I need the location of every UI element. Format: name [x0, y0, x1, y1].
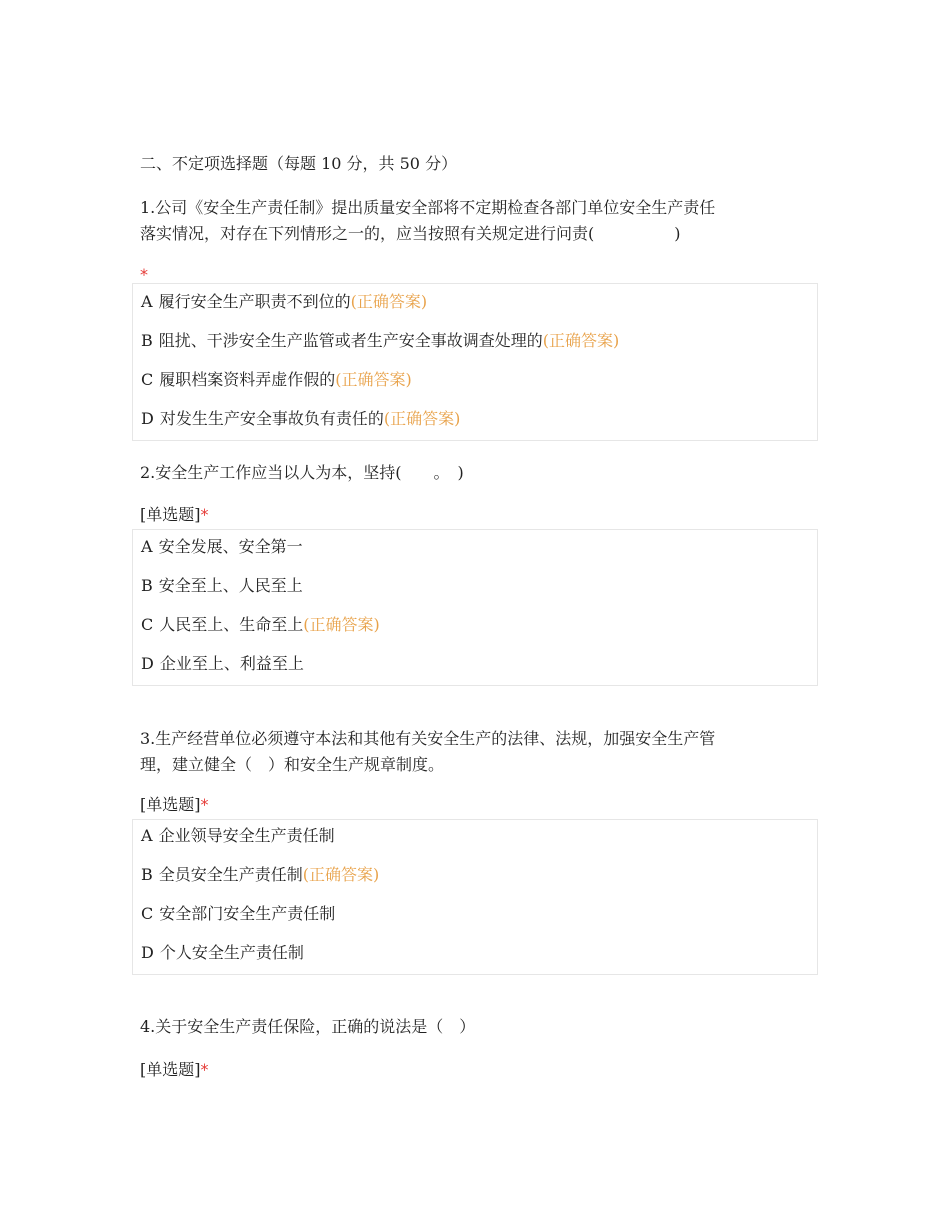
option-b[interactable] [141, 330, 619, 352]
question-type-label: [单选题] [140, 1060, 201, 1079]
option-text: 安全部门安全生产责任制 [159, 904, 336, 923]
option-b[interactable] [141, 575, 303, 597]
option-letter: B [141, 331, 153, 350]
option-letter: C [141, 904, 154, 923]
question-type-label: [单选题] [140, 505, 201, 524]
required-star-icon: * [200, 795, 209, 814]
option-letter: A [141, 826, 153, 845]
correct-answer-label: (正确答案) [542, 331, 620, 350]
option-a[interactable] [141, 291, 427, 313]
option-c[interactable] [141, 369, 412, 391]
question-stem-line: 1.公司《安全生产责任制》提出质量安全部将不定期检查各部门单位安全生产责任 [140, 198, 716, 217]
option-text: 人民至上、生命至上 [159, 615, 304, 634]
question-3-stem [140, 726, 820, 778]
required-star-icon: * [140, 265, 148, 284]
option-text: 个人安全生产责任制 [159, 943, 304, 962]
option-letter: A [141, 537, 153, 556]
question-4-stem [140, 1014, 820, 1040]
correct-answer-label: (正确答案) [303, 615, 380, 634]
correct-answer-label: (正确答案) [350, 292, 428, 311]
option-text: 安全至上、人民至上 [158, 576, 303, 595]
option-b[interactable] [141, 864, 379, 886]
option-c[interactable] [141, 903, 335, 925]
option-text: 企业至上、利益至上 [159, 654, 304, 673]
required-star-icon: * [200, 1060, 209, 1079]
question-stem-line: 2.安全生产工作应当以人为本，坚持( 。 ) [140, 463, 464, 482]
option-letter: B [141, 865, 153, 884]
question-2-options [132, 529, 818, 686]
question-1-stem [140, 195, 820, 247]
option-d[interactable] [141, 942, 304, 964]
option-letter: A [141, 292, 153, 311]
question-1-options [132, 283, 818, 441]
option-text: 企业领导安全生产责任制 [158, 826, 335, 845]
option-letter: B [141, 576, 153, 595]
question-3-type [140, 794, 209, 816]
correct-answer-label: (正确答案) [383, 409, 461, 428]
option-text: 履行安全生产职责不到位的 [158, 292, 351, 311]
question-2-stem [140, 460, 820, 486]
option-text: 安全发展、安全第一 [158, 537, 303, 556]
option-text: 对发生生产安全事故负有责任的 [159, 409, 384, 428]
question-4-type [140, 1059, 209, 1081]
question-stem-line: 3.生产经营单位必须遵守本法和其他有关安全生产的法律、法规，加强安全生产管 [140, 729, 716, 748]
correct-answer-label: (正确答案) [335, 370, 412, 389]
option-d[interactable] [141, 653, 304, 675]
option-a[interactable] [141, 825, 335, 847]
option-letter: C [141, 615, 154, 634]
option-letter: D [141, 409, 154, 428]
question-2-type [140, 504, 209, 526]
option-d[interactable] [141, 408, 460, 430]
option-a[interactable] [141, 536, 303, 558]
question-stem-line: 落实情况，对存在下列情形之一的，应当按照有关规定进行问责( ) [140, 224, 681, 243]
option-c[interactable] [141, 614, 380, 636]
option-text: 阻扰、干涉安全生产监管或者生产安全事故调查处理的 [158, 331, 543, 350]
question-stem-line: 4.关于安全生产责任保险，正确的说法是（ ） [140, 1017, 476, 1036]
option-text: 全员安全生产责任制 [158, 865, 303, 884]
option-letter: D [141, 654, 154, 673]
required-star-icon: * [200, 505, 209, 524]
option-letter: C [141, 370, 154, 389]
question-3-options [132, 819, 818, 975]
option-letter: D [141, 943, 154, 962]
section-title: 二、不定项选择题（每题 10 分，共 50 分） [140, 154, 458, 173]
option-text: 履职档案资料弄虚作假的 [159, 370, 336, 389]
question-type-label: [单选题] [140, 795, 201, 814]
question-stem-line: 理，建立健全（ ）和安全生产规章制度。 [140, 755, 445, 774]
correct-answer-label: (正确答案) [302, 865, 380, 884]
